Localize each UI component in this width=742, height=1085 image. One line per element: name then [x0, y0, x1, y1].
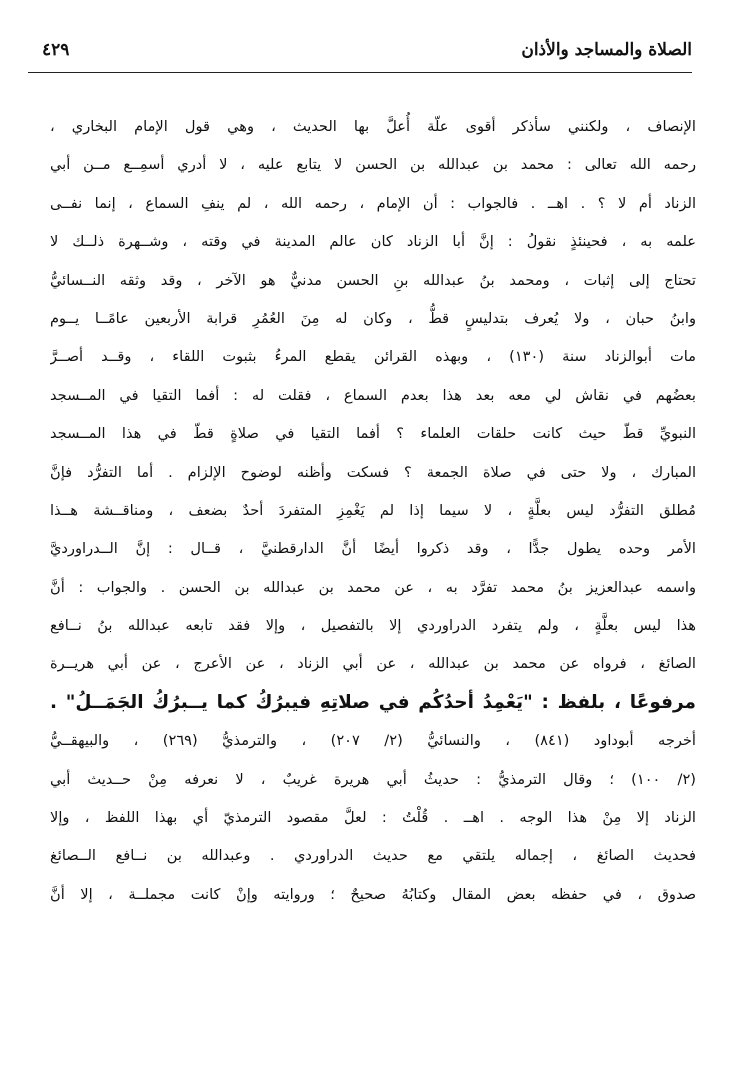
text-line: تحتاج إلى إثبات ، ومحمد بنُ عبدالله بنِ الحسن مدنيٌّ هو الآخر ، وقد وثقه النــسائيُّ — [50, 271, 696, 289]
text-line: الزناد إلا مِنْ هذا الوجه . اهــ . قُلْتُ : لعلَّ مقصود الترمذيّ أي بهذا اللفظ ، وإلا — [50, 809, 696, 827]
body-text — [50, 108, 696, 914]
header-divider — [28, 72, 692, 73]
text-line: علمه به ، فحينئذٍ نقولُ : إنَّ أبا الزناد كان عالم المدينة في وقته ، وشــهرة ذلــك لا — [50, 233, 696, 251]
text-line: المبارك ، ولا حتى في صلاة الجمعة ؟ فسكت وأظنه لوضوح الإلزام . أما التفرُّد فإنَّ — [50, 463, 696, 481]
text-line: وابنُ حبان ، ولا يُعرف بتدليسٍ قطُّ ، وكان له مِنَ العُمُرِ قرابة الأربعين عامًــا يــوم — [50, 309, 696, 327]
text-line: الأمر وحده يطول جدًّا ، وقد ذكروا أيضًا أنَّ الدارقطنيَّ ، قــال : إنَّ الــدراورديَّ — [50, 540, 696, 558]
page-number: ٤٢٩ — [42, 40, 70, 60]
text-line: (٢/ ١٠٠) ؛ وقال الترمذيُّ : حديثُ أبي هريرة غريبٌ ، لا نعرفه مِنْ حــديث أبي — [50, 770, 696, 788]
running-title: الصلاة والمساجد والأذان — [521, 40, 692, 60]
text-line: بعضُهم في نقاش لي معه بعد هذا بعدم السماع ، فقلت له : أفما التقيا في المــسجد — [50, 386, 696, 404]
text-line: مات أبوالزناد سنة (١٣٠) ، وبهذه القرائن يقطع المرءُ بثبوت اللقاء ، وقــد أصــرَّ — [50, 348, 696, 366]
page-header — [28, 30, 692, 74]
text-line: أخرجه أبوداود (٨٤١) ، والنسائيُّ (٢/ ٢٠٧) ، والترمذيُّ (٢٦٩) ، والبيهقــيُّ — [50, 732, 696, 750]
hadith-text-line: مرفوعًا ، بلفظ : "يَعْمِدُ أحدُكُم في صلاتِهِ فيبرُكُ كما يــبرُكُ الجَمَــلُ" . — [50, 691, 696, 713]
text-line: الزناد أم لا ؟ . اهــ . فالجواب : أن الإمام ، رحمه الله ، لم ينفِ السماع ، إنما نفــى — [50, 194, 696, 212]
text-line: هذا ليس بعلَّةٍ ، ولم يتفرد الدراوردي إلا بالتفصيل ، وإلا فقد تابعه عبدالله بنُ نــافع — [50, 617, 696, 635]
text-line: الإنصاف ، ولكنني سأذكر أقوى علّة أُعلَّ بها الحديث ، وهي قول الإمام البخاري ، — [50, 118, 696, 135]
text-line: النبويِّ قطّ حيث كانت حلقات العلماء ؟ أفما التقيا في صلاةٍ قطّ في هذا المــسجد — [50, 425, 696, 443]
text-line: صدوق ، في حفظه بعض المقال وكتابُهُ صحيحٌ ؛ وروايته وإنْ كانت مجملــة ، إلا أنَّ — [50, 885, 696, 903]
text-line: رحمه الله تعالى : محمد بن عبدالله بن الحسن لا يتابع عليه ، لا أدري أسمِــع مــن أبي — [50, 156, 696, 174]
text-line: الصائغ ، فرواه عن محمد بن عبدالله ، عن أبي الزناد ، عن الأعرج ، عن أبي هريــرة — [50, 655, 696, 673]
text-line: واسمه عبدالعزيز بنُ محمد تفرَّد به ، عن محمد بن عبدالله بن الحسن . والجواب : أنَّ — [50, 578, 696, 596]
text-line: فحديث الصائغ ، إجماله يلتقي مع حديث الدراوردي . وعبدالله بن نــافع الــصائغ — [50, 847, 696, 865]
text-line: مُطلق التفرُّد ليس بعلَّةٍ ، لا سيما إذا لم يَغْمِزِ المتفردَ أحدٌ بضعف ، ومناقــشة هــذا — [50, 501, 696, 519]
